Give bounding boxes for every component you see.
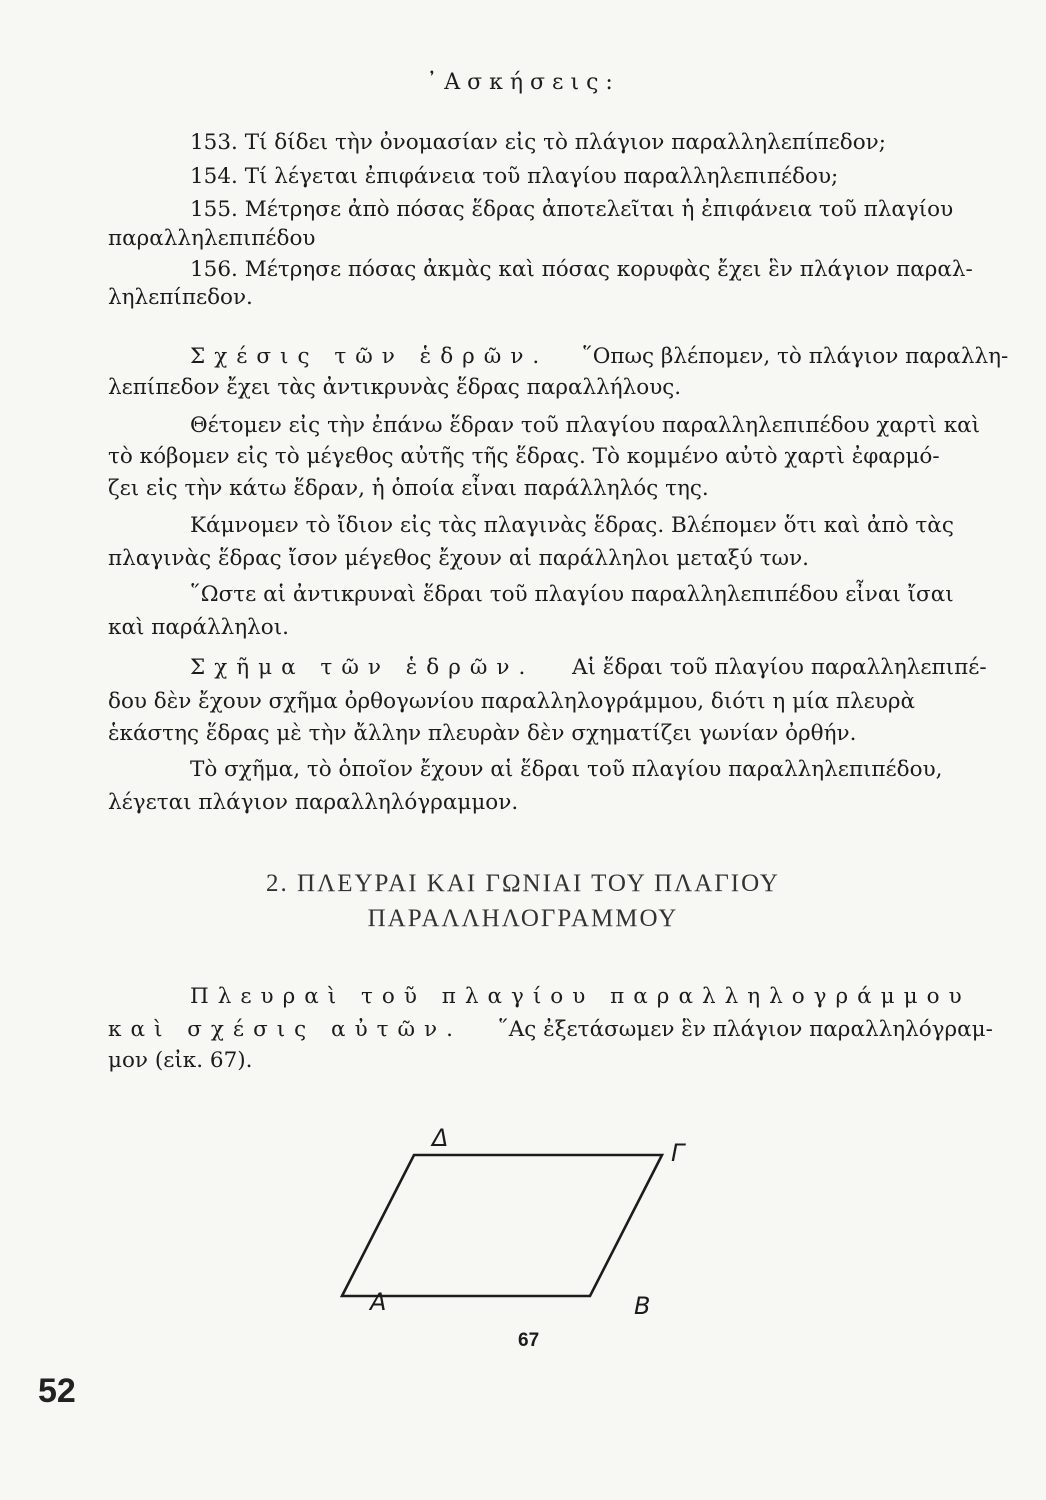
paragraph-line: ἑκάστης ἕδρας μὲ τὴν ἄλλην πλευρὰν δὲν σχηματίζει γωνίαν ὀρθήν. [108, 721, 857, 746]
exercise-156: 156. Μέτρησε πόσας ἀκμὰς καὶ πόσας κορυφὰς ἔχει ἓν πλάγιον παραλ- [190, 257, 973, 282]
exercise-153: 153. Τί δίδει τὴν ὀνομασίαν εἰς τὸ πλάγιον παραλληλεπίπεδον; [190, 130, 886, 155]
paragraph-line: ῞Ας ἐξετάσωμεν ἓν πλάγιον παραλληλόγραμ- [498, 1017, 993, 1042]
exercise-154: 154. Τί λέγεται ἐπιφάνεια τοῦ πλαγίου παραλληλεπιπέδου; [190, 164, 839, 189]
figure-caption: 67 [518, 1330, 540, 1351]
vertex-label-a: A [370, 1288, 387, 1316]
paragraph-line: λέγεται πλάγιον παραλληλόγραμμον. [108, 790, 519, 815]
vertex-label-d: Δ [432, 1124, 449, 1152]
paragraph-line: Θέτομεν εἰς τὴν ἐπάνω ἕδραν τοῦ πλαγίου παραλληλεπιπέδου χαρτὶ καὶ [190, 413, 981, 438]
subheading-continued: καὶ σχέσις αὐτῶν. [108, 1017, 462, 1042]
paragraph-line: τὸ κόβομεν εἰς τὸ μέγεθος αὐτῆς τῆς ἕδρας. Τὸ κομμένο αὐτὸ χαρτὶ ἐφαρμό- [108, 444, 940, 469]
paragraph-line: Τὸ σχῆμα, τὸ ὁποῖον ἔχουν αἱ ἕδραι τοῦ πλαγίου παραλληλεπιπέδου, [190, 757, 943, 782]
paragraph-line: Κάμνομεν τὸ ἴδιον εἰς τὰς πλαγινὰς ἕδρας. Βλέπομεν ὅτι καὶ ἀπὸ τὰς [190, 513, 954, 538]
subheading-relation-of-faces: Σχέσις τῶν ἑδρῶν. [190, 344, 549, 369]
paragraph-line: ῞Ωστε αἱ ἀντικρυναὶ ἕδραι τοῦ πλαγίου παραλληλεπιπέδου εἶναι ἴσαι [190, 582, 954, 607]
parallelogram-figure [340, 1120, 685, 1360]
paragraph-line: δου δὲν ἔχουν σχῆμα ὀρθογωνίου παραλληλογράμμου, διότι η μία πλευρὰ [108, 689, 915, 714]
section-title-line-2: ΠΑΡΑΛΛΗΛΟΓΡΑΜΜΟΥ [367, 905, 679, 932]
paragraph-line: μον (εἰκ. 67). [108, 1048, 253, 1073]
paragraph-line: ζει εἰς τὴν κάτω ἕδραν, ἡ ὁποία εἶναι παράλληλός της. [108, 476, 709, 501]
paragraph-line: ῞Οπως βλέπομεν, τὸ πλάγιον παραλλη- [582, 344, 1009, 369]
exercise-156-continued: ληλεπίπεδον. [108, 285, 253, 310]
subheading-shape-of-faces: Σχῆμα τῶν ἑδρῶν. [190, 655, 535, 680]
paragraph-line: πλαγινὰς ἕδρας ἴσον μέγεθος ἔχουν αἱ παράλληλοι μεταξύ των. [108, 546, 809, 571]
parallelogram-shape [342, 1155, 662, 1296]
exercise-155-continued: παραλληλεπιπέδου [108, 226, 316, 251]
exercise-155: 155. Μέτρησε ἀπὸ πόσας ἕδρας ἀποτελεῖται ἡ ἐπιφάνεια τοῦ πλαγίου [190, 197, 954, 222]
page-number: 52 [38, 1372, 76, 1410]
exercises-heading: ᾿Ασκήσεις: [426, 70, 620, 95]
paragraph-line: λεπίπεδον ἔχει τὰς ἀντικρυνὰς ἕδρας παραλλήλους. [108, 375, 682, 400]
section-title-line-1: 2. ΠΛΕΥΡΑΙ ΚΑΙ ΓΩΝΙΑΙ ΤΟΥ ΠΛΑΓΙΟΥ [266, 870, 780, 897]
vertex-label-b: B [634, 1292, 651, 1320]
subheading-sides-of-parallelogram: Πλευραὶ τοῦ πλαγίου παραλληλογράμμου [190, 984, 971, 1009]
paragraph-line: Αἱ ἕδραι τοῦ πλαγίου παραλληλεπιπέ- [572, 655, 987, 680]
vertex-label-g: Γ [671, 1139, 685, 1167]
paragraph-line: καὶ παράλληλοι. [108, 615, 289, 640]
